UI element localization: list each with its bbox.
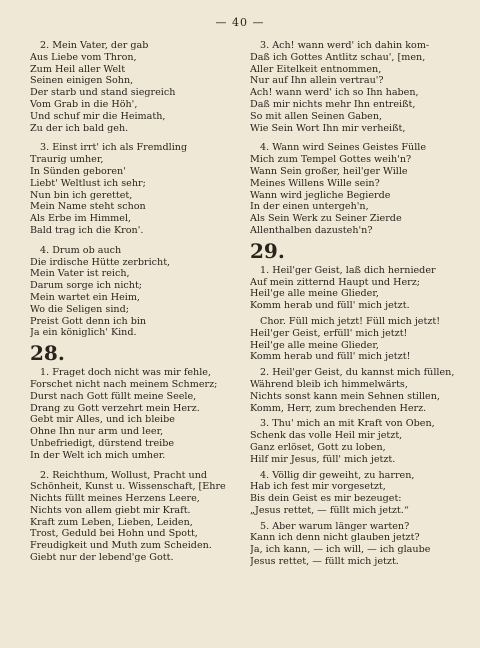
verse-line: Unbefriedigt, dürstend treibe — [30, 437, 175, 449]
verse-line: Liebt' Weltlust ich sehr; — [30, 177, 146, 189]
verse-line: 3. Thu' mich an mit Kraft von Oben, — [260, 418, 435, 430]
stanza-3 — [30, 142, 242, 236]
verse-line: Nichts von allem giebt mir Kraft. — [30, 504, 191, 516]
verse-line: In der Welt ich mich umher. — [30, 449, 166, 461]
verse-line: 2. Mein Vater, der gab — [40, 40, 149, 51]
verse-line: Zum Heil aller Welt — [30, 63, 126, 75]
verse-line: Wann Sein großer, heil'ger Wille — [250, 165, 408, 177]
verse-line: 1. Heil'ger Geist, laß dich hernieder — [260, 264, 436, 276]
verse-line: Komm herab und füll' mich jetzt! — [250, 351, 411, 363]
verse-line: 2. Heil'ger Geist, du kannst mich füllen, — [260, 367, 455, 379]
verse-line: Wo die Seligen sind; — [30, 303, 129, 315]
verse-line: Mich zum Tempel Gottes weih'n? — [250, 154, 412, 166]
verse-line: Freudigkeit und Muth zum Scheiden. — [30, 540, 212, 552]
verse-line: So mit allen Seinen Gaben, — [250, 110, 383, 122]
verse-line: Meines Willens Wille sein? — [250, 177, 380, 189]
verse-line: Gebt mir Alles, und ich bleibe — [30, 414, 175, 426]
stanza-2 — [30, 40, 242, 134]
verse-line: Die irdische Hütte zerbricht, — [30, 256, 171, 268]
verse-line: Bald trag ich die Kron'. — [30, 224, 144, 236]
verse-line: Komm herab und füll' mich jetzt. — [250, 300, 410, 312]
verse-line: Heil'ge alle meine Glieder, — [250, 339, 379, 351]
verse-line: Traurig umher, — [30, 154, 104, 166]
verse-line: „Jesus rettet, — füllt mich jetzt.“ — [250, 504, 409, 516]
verse-line: Nun bin ich gerettet, — [30, 189, 133, 201]
verse-line: Hilf mir Jesus, füll' mich jetzt. — [250, 453, 396, 465]
hymn-29-stanza-5 — [250, 521, 468, 568]
verse-line: 5. Aber warum länger warten? — [260, 520, 410, 532]
verse-line: Nichts füllt meines Herzens Leere, — [30, 493, 200, 505]
verse-line: Bis dein Geist es mir bezeuget: — [250, 493, 402, 505]
verse-line: Hab ich fest mir vorgesetzt, — [250, 481, 386, 493]
verse-line: 4. Wann wird Seines Geistes Fülle — [260, 142, 427, 154]
verse-line: Darum sorge ich nicht; — [30, 280, 143, 292]
verse-line: Durst nach Gott füllt meine Seele, — [30, 390, 197, 402]
verse-line: Vom Grab in die Höh', — [30, 98, 138, 110]
verse-line: 4. Völlig dir geweiht, zu harren, — [260, 469, 415, 481]
verse-line: Seinen einigen Sohn, — [30, 75, 134, 87]
verse-line: Giebt nur der lebend'ge Gott. — [30, 552, 174, 564]
verse-line: Daß mir nichts mehr Ihn entreißt, — [250, 98, 416, 110]
verse-line: 2. Reichthum, Wollust, Pracht und — [40, 469, 208, 481]
verse-line: Schönheit, Kunst u. Wissenschaft, [Ehre — [30, 481, 226, 493]
verse-line: Während bleib ich himmelwärts, — [250, 378, 408, 390]
hymn-28-stanza-3 — [250, 40, 468, 134]
hymn-29-chorus — [250, 316, 468, 363]
verse-line: Chor. Füll mich jetzt! Füll mich jetzt! — [260, 315, 441, 327]
verse-line: Heil'ger Geist, erfüll' mich jetzt! — [250, 327, 408, 339]
verse-line: Ja, ich kann, — ich will, — ich glaube — [250, 544, 431, 556]
verse-line: Ganz erlöset, Gott zu loben, — [250, 441, 386, 453]
verse-line: Allenthalben dazusteh'n? — [250, 224, 373, 236]
verse-line: Schenk das volle Heil mir jetzt, — [250, 430, 403, 442]
verse-line: Mein Name steht schon — [30, 201, 146, 213]
hymn-28-stanza-4 — [250, 142, 468, 236]
verse-line: Trost, Geduld bei Hohn und Spott, — [30, 528, 198, 540]
hymn-29-stanza-1 — [250, 265, 468, 312]
hymn-29-stanza-4 — [250, 470, 468, 517]
verse-line: Als Sein Werk zu Seiner Zierde — [250, 213, 402, 225]
verse-line: Heil'ge alle meine Glieder, — [250, 288, 379, 300]
verse-line: 3. Einst irrt' ich als Fremdling — [40, 142, 188, 154]
hymn-number-28: 28. — [30, 341, 65, 366]
verse-line: Als Erbe im Himmel, — [30, 213, 132, 225]
verse-line: Wie Sein Wort Ihn mir verheißt, — [250, 122, 406, 134]
hymn-28-stanza-2 — [30, 470, 242, 564]
page-number: — 40 — — [215, 16, 265, 29]
verse-line: Mein Vater ist reich, — [30, 268, 130, 280]
verse-line: Preist Gott denn ich bin — [30, 315, 147, 327]
verse-line: Ja ein königlich' Kind. — [30, 327, 137, 339]
verse-line: Nichts sonst kann mein Sehnen stillen, — [250, 390, 440, 402]
left-column — [30, 40, 242, 564]
verse-line: Kraft zum Leben, Lieben, Leiden, — [30, 516, 193, 528]
verse-line: In der einen untergeh'n, — [250, 201, 369, 213]
verse-line: Und schuf mir die Heimath, — [30, 110, 166, 122]
verse-line: Ach! wann werd' ich so Ihn haben, — [250, 87, 419, 99]
verse-line: Nur auf Ihn allein vertrau'? — [250, 75, 384, 87]
verse-line: Auf mein zitternd Haupt und Herz; — [250, 276, 421, 288]
verse-line: 4. Drum ob auch — [40, 244, 122, 256]
hymn-29-stanza-3 — [250, 418, 468, 465]
verse-line: Forschet nicht nach meinem Schmerz; — [30, 378, 218, 390]
verse-line: Aus Liebe vom Thron, — [30, 51, 137, 63]
verse-line: Zu der ich bald geh. — [30, 122, 129, 134]
verse-line: Komm, Herr, zum brechenden Herz. — [250, 402, 427, 414]
stanza-4 — [30, 245, 242, 339]
verse-line: Daß ich Gottes Antlitz schau', [men, — [250, 51, 426, 63]
verse-line: In Sünden geboren' — [30, 165, 126, 177]
verse-line: Aller Eitelkeit entnommen, — [250, 63, 382, 75]
hymn-29-stanza-2 — [250, 367, 468, 414]
verse-line: Der starb und stand siegreich — [30, 87, 176, 99]
verse-line: Kann ich denn nicht glauben jetzt? — [250, 532, 420, 544]
hymn-number-29: 29. — [250, 238, 285, 263]
verse-line: Jesus rettet, — füllt mich jetzt. — [250, 556, 399, 568]
verse-line: 1. Fraget doch nicht was mir fehle, — [40, 367, 212, 379]
hymn-28-stanza-1 — [30, 367, 242, 461]
verse-line: Ohne Ihn nur arm und leer, — [30, 426, 164, 438]
verse-line: 3. Ach! wann werd' ich dahin kom- — [260, 40, 430, 51]
right-column — [250, 40, 468, 568]
verse-line: Mein wartet ein Heim, — [30, 291, 140, 303]
verse-line: Drang zu Gott verzehrt mein Herz. — [30, 402, 200, 414]
verse-line: Wann wird jegliche Begierde — [250, 189, 391, 201]
